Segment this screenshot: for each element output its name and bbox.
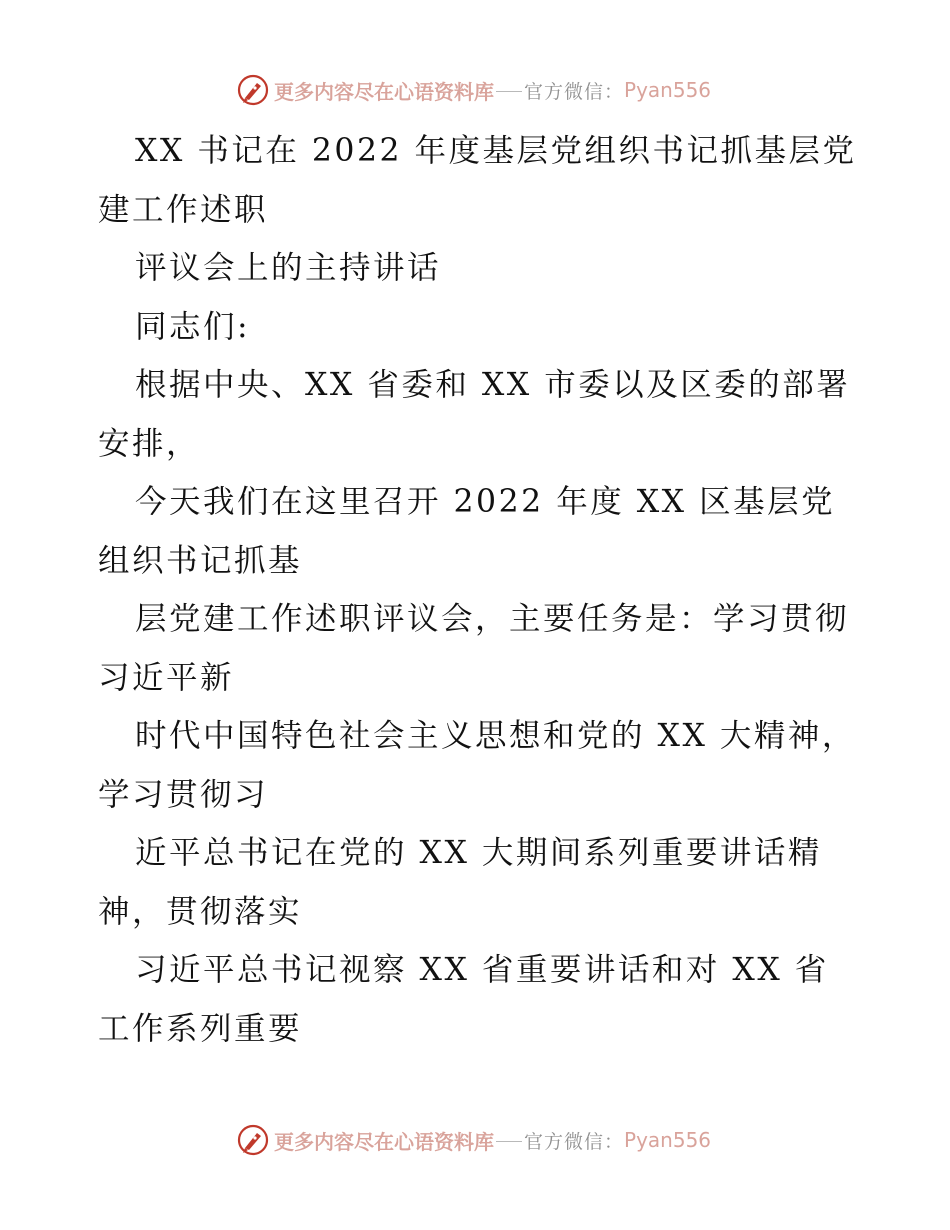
body-paragraph: 近平总书记在党的 XX 大期间系列重要讲话精神，贯彻落实 — [98, 835, 822, 930]
body-paragraph: 今天我们在这里召开 2022 年度 XX 区基层党组织书记抓基 — [98, 484, 836, 579]
watermark-account-id: Pyan556 — [624, 78, 712, 102]
watermark-dash-divider — [496, 91, 522, 92]
body-paragraph: 层党建工作述职评议会，主要任务是：学习贯彻习近平新 — [98, 601, 850, 696]
document-title-line: XX 书记在 2022 年度基层党组织书记抓基层党建工作述职 — [98, 133, 857, 228]
footer-watermark — [236, 1122, 796, 1158]
watermark-account-label: 官方微信： — [524, 80, 625, 103]
body-paragraph: 习近平总书记视察 XX 省重要讲话和对 XX 省工作系列重要 — [98, 952, 829, 1047]
salutation: 同志们: — [135, 308, 251, 345]
watermark-account-label: 官方微信： — [524, 1130, 625, 1153]
document-subtitle-line: 评议会上的主持讲话 — [135, 250, 442, 286]
watermark-main-text: 更多内容尽在心语资料库 — [274, 1129, 494, 1154]
pen-nib-logo-icon — [236, 73, 270, 107]
watermark-account-id: Pyan556 — [624, 1128, 712, 1152]
pen-nib-logo-icon — [236, 1123, 270, 1157]
watermark-dash-divider — [496, 1141, 522, 1142]
body-paragraph: 根据中央、XX 省委和 XX 市委以及区委的部署安排， — [98, 367, 851, 462]
header-watermark — [236, 72, 796, 108]
body-paragraph: 时代中国特色社会主义思想和党的 XX 大精神，学习贯彻习 — [98, 718, 856, 813]
document-body — [98, 122, 858, 1058]
watermark-main-text: 更多内容尽在心语资料库 — [274, 79, 494, 104]
